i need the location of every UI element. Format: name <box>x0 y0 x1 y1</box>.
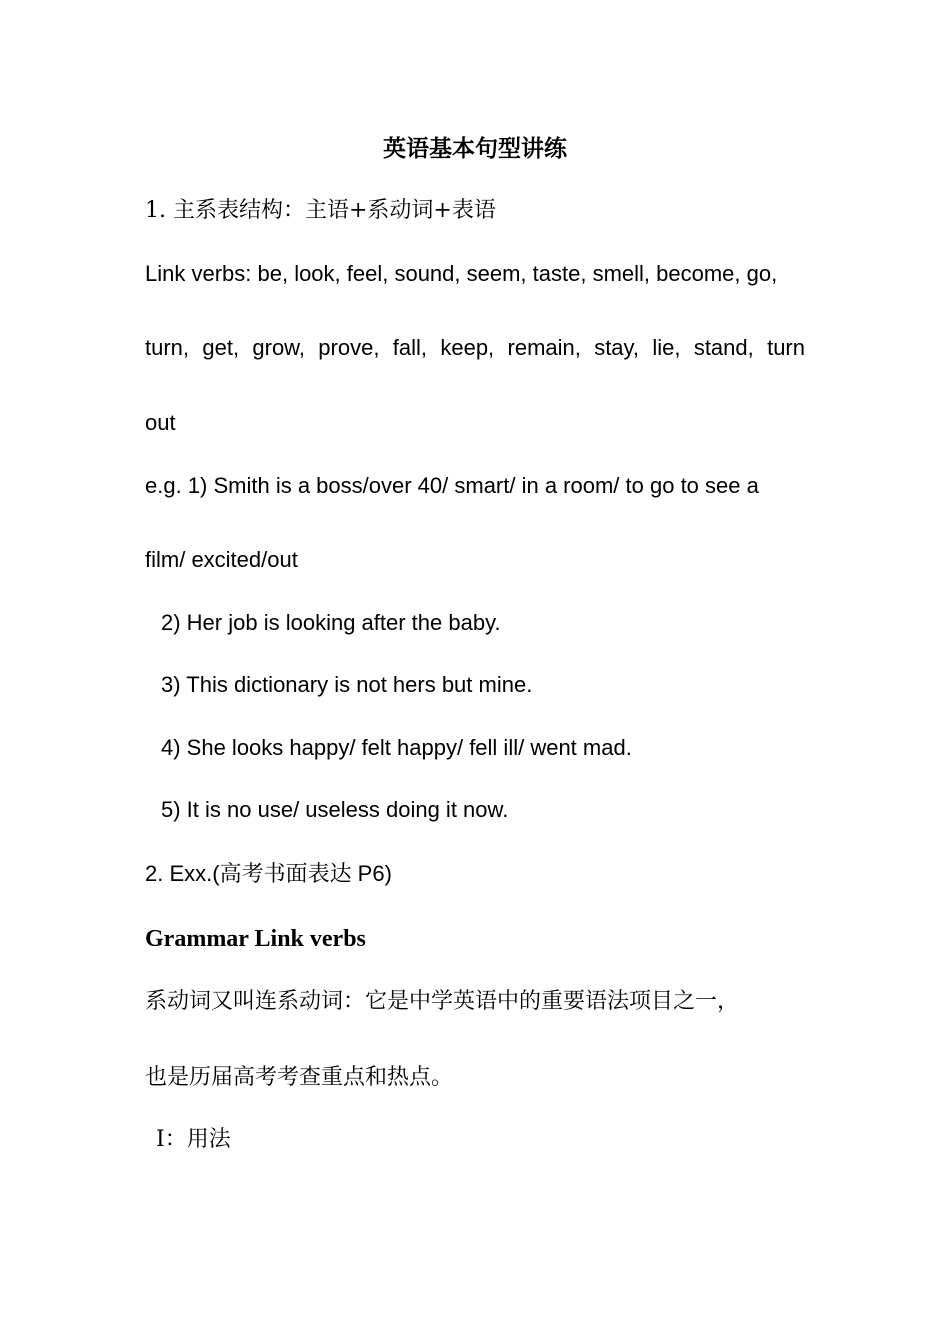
usage-heading: I：用法 <box>156 1127 231 1152</box>
example-1-line-1: e.g. 1) Smith is a boss/over 40/ smart/ in a room/ to go to see a <box>145 473 759 498</box>
link-verbs-line-1: Link verbs: be, look, feel, sound, seem, taste, smell, become, go, <box>145 261 778 286</box>
document-title: 英语基本句型讲练 <box>383 135 567 162</box>
intro-line-1: 系动词又叫连系动词：它是中学英语中的重要语法项目之一， <box>145 989 740 1014</box>
example-2: 2) Her job is looking after the baby. <box>161 610 501 635</box>
example-3: 3) This dictionary is not hers but mine. <box>161 672 533 697</box>
example-5: 5) It is no use/ useless doing it now. <box>161 797 509 822</box>
section2-heading: 2. Exx.(高考书面表达 P6) <box>145 861 392 886</box>
grammar-heading: Grammar Link verbs <box>145 926 366 952</box>
example-4: 4) She looks happy/ felt happy/ fell ill/ went mad. <box>161 735 632 760</box>
section1-heading: 1. 主系表结构：主语+系动词+表语 <box>145 198 496 223</box>
example-1-line-2: film/ excited/out <box>145 547 298 572</box>
intro-line-2: 也是历届高考考查重点和热点。 <box>145 1065 454 1090</box>
link-verbs-line-2: turn, get, grow, prove, fall, keep, remain, stay, lie, stand, turn <box>145 335 805 360</box>
link-verbs-line-3: out <box>145 410 176 435</box>
